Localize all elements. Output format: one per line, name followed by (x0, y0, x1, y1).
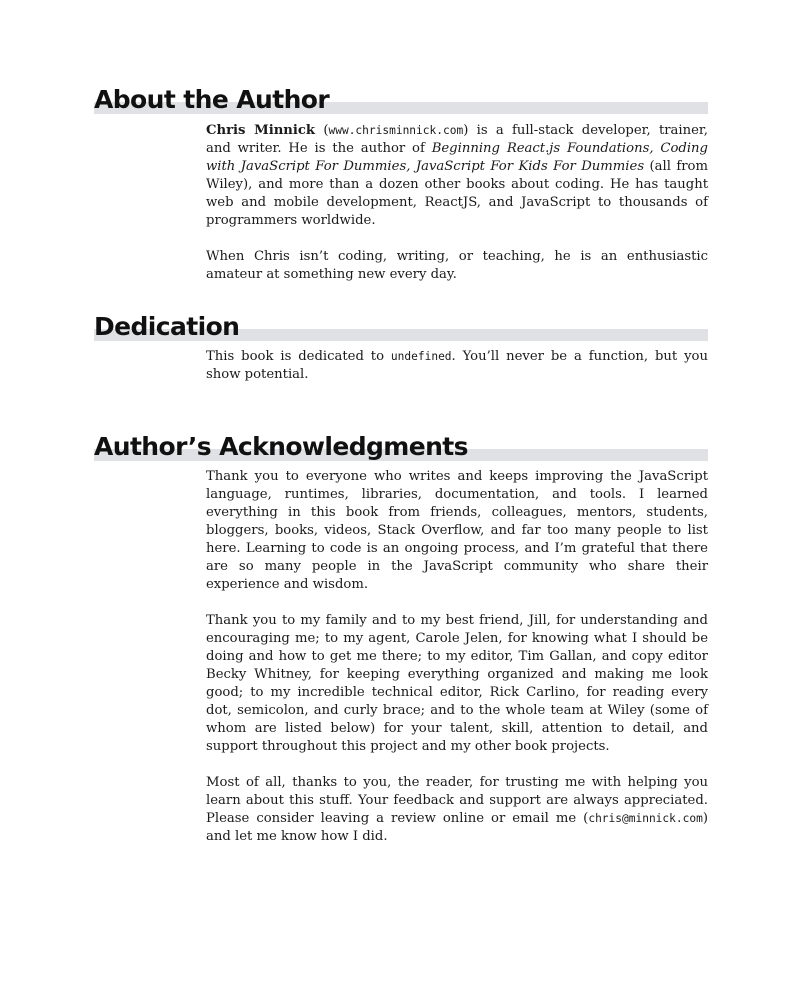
about-author-body (206, 122, 708, 284)
about-text-b: (all from Wiley), and more than a dozen other books about coding. He has taught web and mobile development, ReactJS, and JavaScript to thousands of programmers worldwide. (206, 159, 708, 228)
acknowledgments-paragraph-3 (206, 774, 708, 846)
author-name: Chris Minnick (206, 123, 316, 138)
about-author-section (0, 80, 794, 284)
author-book-titles: Beginning React.js Foundations, Coding with JavaScript For Dummies, JavaScript For Kids For Dummies (206, 141, 708, 174)
dedication-text-a: This book is dedicated to (206, 349, 391, 364)
dedication-body (206, 348, 708, 384)
dedication-section (0, 307, 794, 384)
author-website: www.chrisminnick.com (328, 124, 464, 137)
acknowledgments-paragraph-1: Thank you to everyone who writes and keeps improving the JavaScript language, runtimes, libraries, documentation, and tools. I learned everything in this book from friends, colleagues, mentors, students, bloggers, books, videos, Stack Overflow, and far too many people to list here. Learning to code is an ongoing process, and I’m grateful that there are so many people in the JavaScript community who share their experience and wisdom. (206, 469, 708, 592)
dedication-paragraph (206, 348, 708, 384)
about-author-paragraph-2: When Chris isn’t coding, writing, or teaching, he is an enthusiastic amateur at something new every day. (206, 249, 708, 282)
about-author-heading: About the Author (94, 85, 330, 114)
about-author-paragraph-1 (206, 122, 708, 230)
dedication-text-b: . You’ll never be a function, but you show potential. (206, 349, 708, 382)
dedication-heading: Dedication (94, 312, 240, 341)
acknowledgments-section (0, 427, 794, 846)
about-text-a: ) is a full-stack developer, trainer, and writer. He is the author of (206, 123, 708, 156)
ack-text-b: ) and let me know how I did. (206, 811, 708, 844)
dedication-heading-wrap (94, 307, 708, 341)
about-text-paren: ( (315, 123, 329, 138)
acknowledgments-heading-wrap (94, 427, 708, 461)
dedication-code: undefined (390, 350, 452, 363)
acknowledgments-heading: Author’s Acknowledgments (94, 432, 468, 461)
acknowledgments-paragraph-2: Thank you to my family and to my best friend, Jill, for understanding and encouraging me; to my agent, Carole Jelen, for knowing what I should be doing and how to get me there; to my editor, Tim Gallan, and copy editor Becky Whitney, for keeping everything organized and making me look good; to my incredible technical editor, Rick Carlino, for reading every dot, semicolon, and curly brace; and to the whole team at Wiley (some of whom are listed below) for your talent, skill, attention to detail, and support throughout this project and my other book projects. (206, 613, 708, 754)
author-email: chris@minnick.com (588, 812, 703, 825)
ack-text-a: Most of all, thanks to you, the reader, for trusting me with helping you learn about this stuff. Your feedback and support are always appreciated. Please consider leaving a review online or email me ( (206, 775, 708, 826)
about-author-heading-wrap (94, 80, 708, 114)
acknowledgments-body (206, 468, 708, 846)
